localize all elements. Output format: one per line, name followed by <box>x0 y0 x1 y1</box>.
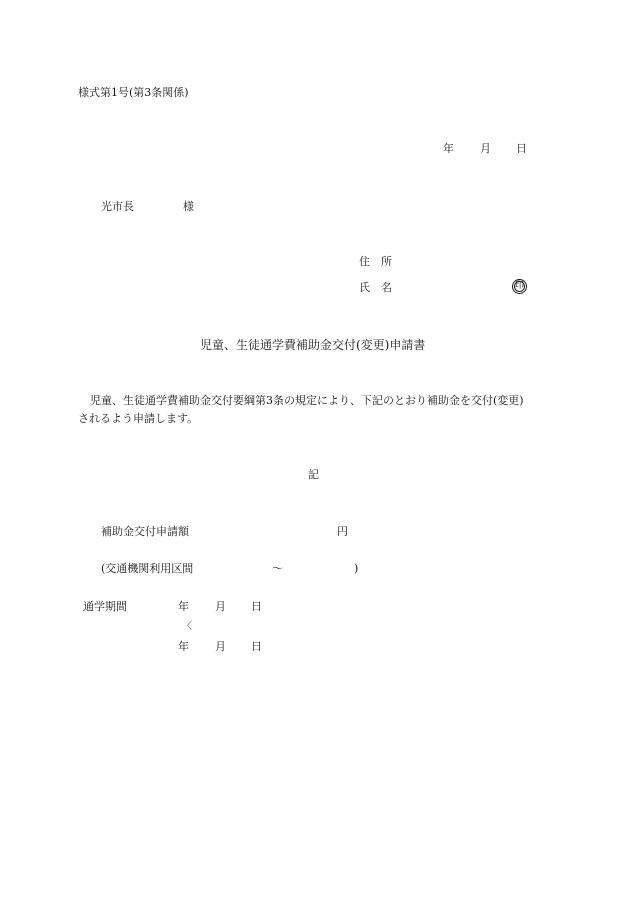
date-month-label: 月 <box>480 142 491 155</box>
period-from-day: 日 <box>251 600 262 613</box>
amount-label: 補助金交付申請額 <box>101 525 189 538</box>
body-line-2: されるよう申請します。 <box>78 412 199 425</box>
date-year-label: 年 <box>443 142 454 155</box>
addressee-name: 光市長 <box>101 200 134 213</box>
period-from-year: 年 <box>178 600 189 613</box>
date-day-label: 日 <box>516 142 527 155</box>
period-from-month: 月 <box>215 600 226 613</box>
document-title: 児童、生徒通学費補助金交付(変更)申請書 <box>200 338 426 352</box>
section-label-open: (交通機関利用区間 <box>101 562 194 575</box>
amount-unit: 円 <box>337 525 348 538</box>
period-to-day: 日 <box>251 640 262 653</box>
ki-marker: 記 <box>308 468 319 481</box>
addressee-suffix: 様 <box>183 200 194 213</box>
section-close: ) <box>354 562 359 575</box>
period-separator: 〈 <box>182 621 192 632</box>
seal-icon: 印 <box>512 279 527 294</box>
body-line-1: 児童、生徒通学費補助金交付要綱第3条の規定により、下記のとおり補助金を交付(変更) <box>90 394 524 407</box>
period-to-year: 年 <box>178 640 189 653</box>
applicant-address-label: 住 所 <box>359 255 392 268</box>
period-label: 通学期間 <box>83 600 127 613</box>
section-tilde: 〜 <box>272 562 283 575</box>
form-number: 様式第1号(第3条関係) <box>78 86 189 99</box>
applicant-name-label: 氏 名 <box>359 281 392 294</box>
period-to-month: 月 <box>215 640 226 653</box>
